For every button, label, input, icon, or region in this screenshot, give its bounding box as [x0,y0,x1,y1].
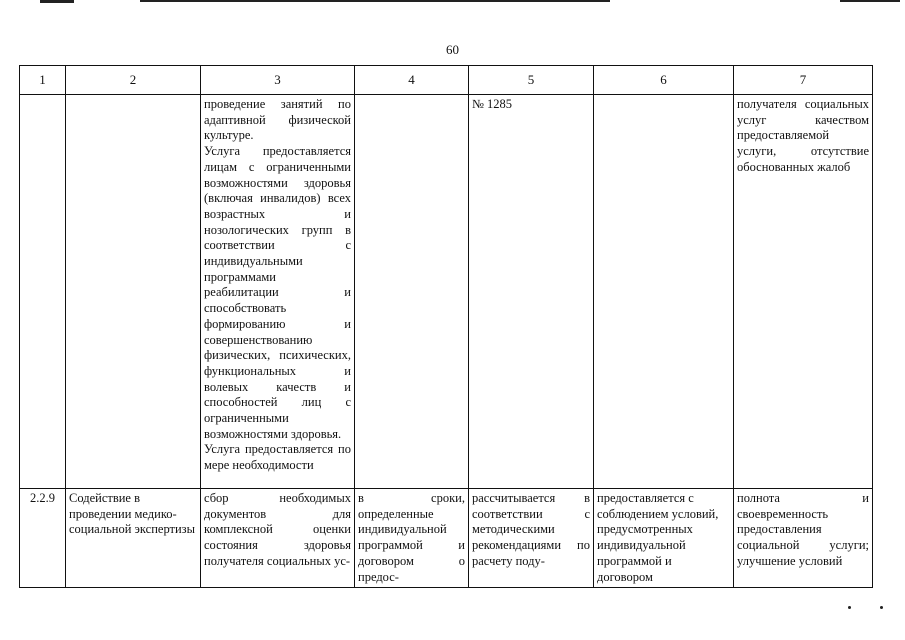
service-cost-cell: рассчитывается в соответствии с методическими рекомендациями по расчету поду- [469,489,594,588]
table-row [20,95,873,489]
description-paragraph: проведение занятий по адаптивной физической культуре. [204,97,351,143]
service-conditions-cell: предоставляется с соблюдением условий, предусмотренных индивидуальной программой и договором [594,489,734,588]
service-name-cell: Содействие в проведении медико-социальной экспертизы [66,489,201,588]
service-name-cell [66,95,201,489]
service-description-cell [201,95,355,489]
scan-speck [848,606,851,609]
column-header: 2 [66,66,201,95]
services-table [19,65,873,588]
column-header: 3 [201,66,355,95]
top-rule-right [840,0,900,2]
column-header: 1 [20,66,66,95]
column-header: 4 [355,66,469,95]
service-conditions-cell [594,95,734,489]
row-number-cell [20,95,66,489]
column-header: 7 [734,66,873,95]
description-paragraph: Услуга предоставляется по мере необходимости [204,442,351,473]
service-quality-cell: полнота и своевременность предоставления социальной услуги; улучшение условий [734,489,873,588]
table-row [20,489,873,588]
service-quality-cell: получателя социальных услуг качеством предоставляемой услуги, отсутствие обоснованных жалоб [734,95,873,489]
top-rule-mid [140,0,610,2]
row-number-cell: 2.2.9 [20,489,66,588]
top-rule-left [40,0,74,3]
scan-speck [880,606,883,609]
description-paragraph: Услуга предоставляется лицам с ограниченными возможностями здоровья (включая инвалидов) всех возрастных и нозологических групп в соответствии с индивидуальными программами реабилитации и способствовать формированию и совершенствованию физических, психических, функциональных и волевых качеств и способностей лиц с ограниченными возможностями здоровья. [204,144,351,441]
column-header: 6 [594,66,734,95]
table-header-row [20,66,873,95]
service-term-cell: в сроки, определенные индивидуальной программой и договором о предос- [355,489,469,588]
service-description-cell [201,489,355,588]
page-number: 60 [446,42,459,57]
service-cost-cell: № 1285 [469,95,594,489]
column-header: 5 [469,66,594,95]
description-paragraph: сбор необходимых документов для комплексной оценки состояния здоровья получателя социальных ус- [204,491,351,568]
service-term-cell [355,95,469,489]
